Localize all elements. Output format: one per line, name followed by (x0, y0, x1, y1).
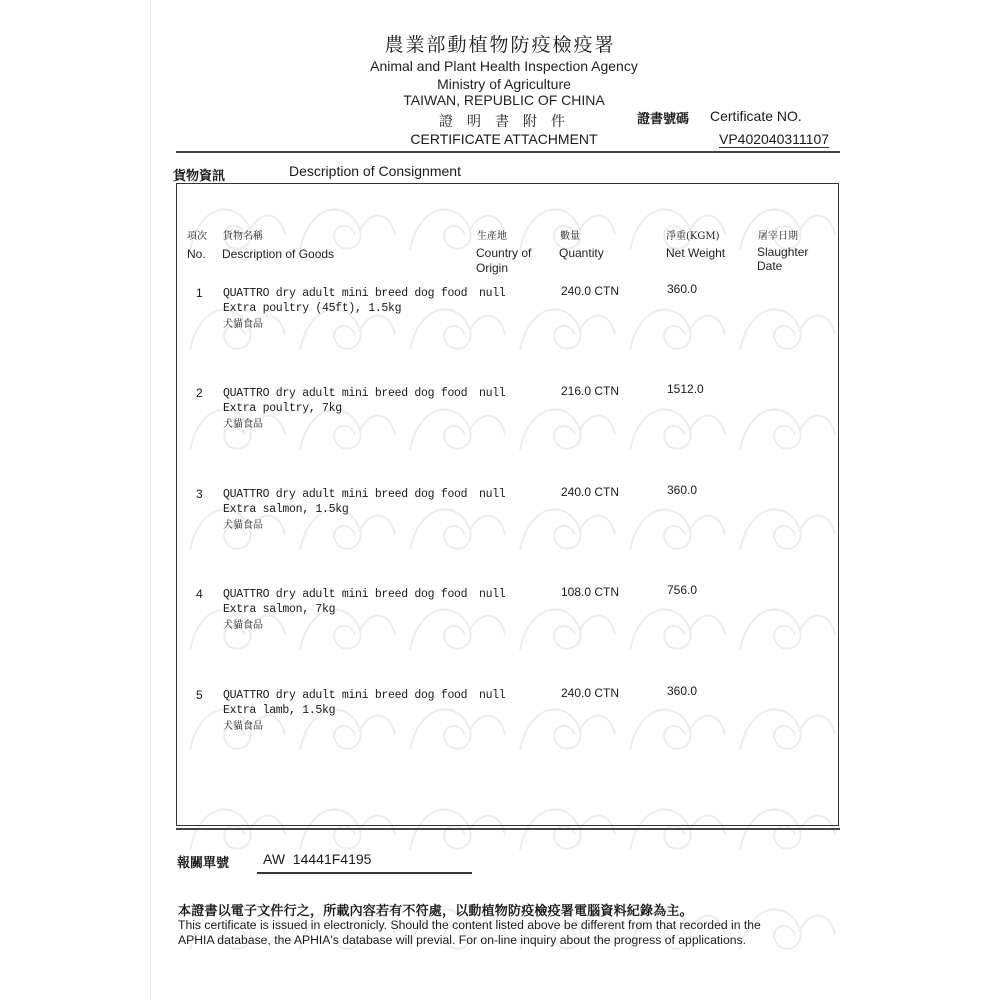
goods-variant: Extra poultry, 7kg (223, 402, 342, 415)
row-no: 1 (196, 286, 203, 300)
goods-category: 犬貓食品 (223, 419, 263, 430)
attachment-title-en: CERTIFICATE ATTACHMENT (410, 131, 598, 147)
table-row (177, 485, 837, 545)
quantity: 216.0 CTN (561, 384, 620, 398)
quantity: 240.0 CTN (561, 686, 620, 700)
notice-en-line-2: APHIA database, the APHIA's database will previal. For on-line inquiry about the progress of applications. (178, 933, 747, 947)
declaration-label-zh: 報關單號 (177, 856, 230, 871)
net-weight: 360.0 (667, 483, 698, 497)
table-row (177, 686, 837, 746)
net-weight: 360.0 (667, 684, 698, 698)
col-description-en: Description of Goods (222, 247, 335, 261)
declaration-number: AW 14441F4195 (263, 851, 372, 867)
col-quantity-en: Quantity (559, 246, 604, 260)
goods-name: QUATTRO dry adult mini breed dog food (223, 287, 468, 300)
header-divider (176, 151, 840, 153)
col-net-weight-zh: 淨重(KGM) (666, 231, 720, 242)
ministry-name: Ministry of Agriculture (437, 76, 571, 92)
origin: null (479, 387, 506, 400)
net-weight: 756.0 (667, 583, 698, 597)
page-edge-line (150, 0, 151, 1000)
col-origin-en-2: Origin (476, 261, 509, 275)
row-no: 4 (196, 587, 203, 601)
quantity: 108.0 CTN (561, 585, 620, 599)
agency-name-en: Animal and Plant Health Inspection Agency (370, 58, 638, 74)
table-row (177, 284, 837, 344)
col-net-weight-en: Net Weight (666, 246, 726, 260)
quantity: 240.0 CTN (561, 284, 620, 298)
net-weight: 1512.0 (667, 382, 704, 396)
certificate-number: VP402040311107 (719, 131, 830, 147)
col-origin-zh: 生產地 (477, 231, 507, 242)
goods-variant: Extra salmon, 1.5kg (223, 503, 349, 516)
row-no: 3 (196, 487, 203, 501)
origin: null (479, 689, 506, 702)
consignment-title-en: Description of Consignment (289, 163, 461, 179)
col-no-en: No. (187, 247, 206, 261)
goods-category: 犬貓食品 (223, 721, 263, 732)
certificate-label-en: Certificate NO. (710, 108, 802, 124)
col-no-zh: 項次 (187, 231, 207, 242)
goods-variant: Extra salmon, 7kg (223, 603, 336, 616)
page-margin (0, 0, 150, 1000)
goods-variant: Extra lamb, 1.5kg (223, 704, 336, 717)
goods-name: QUATTRO dry adult mini breed dog food (223, 387, 468, 400)
consignment-table (176, 183, 839, 826)
goods-category: 犬貓食品 (223, 319, 263, 330)
col-origin-en-1: Country of (476, 246, 532, 260)
goods-category: 犬貓食品 (223, 520, 263, 531)
goods-name: QUATTRO dry adult mini breed dog food (223, 588, 468, 601)
col-quantity-zh: 數量 (560, 231, 580, 242)
declaration-underline (257, 872, 472, 874)
goods-variant: Extra poultry (45ft), 1.5kg (223, 302, 402, 315)
origin: null (479, 488, 506, 501)
certificate-label-zh: 證書號碼 (637, 112, 690, 127)
col-slaughter-en-1: Slaughter (757, 245, 809, 259)
consignment-title-zh: 貨物資訊 (173, 169, 226, 184)
notice-en-line-1: This certificate is issued in electronicly. Should the content listed above be different from that recorded in the (178, 918, 761, 932)
table-row (177, 585, 837, 645)
attachment-title-zh: 證明書附件 (439, 114, 579, 130)
col-slaughter-en-2: Date (757, 259, 783, 273)
col-description-zh: 貨物名稱 (223, 231, 263, 242)
table-row (177, 384, 837, 444)
net-weight: 360.0 (667, 282, 698, 296)
row-no: 5 (196, 688, 203, 702)
goods-category: 犬貓食品 (223, 620, 263, 631)
notice-zh: 本證書以電子文件行之，所載內容若有不符處，以動植物防疫檢疫署電腦資料紀錄為主。 (178, 904, 693, 919)
origin: null (479, 588, 506, 601)
origin: null (479, 287, 506, 300)
col-slaughter-zh: 屠宰日期 (758, 231, 798, 242)
agency-name-zh: 農業部動植物防疫檢疫署 (384, 34, 616, 56)
table-bottom-divider (176, 828, 840, 830)
quantity: 240.0 CTN (561, 485, 620, 499)
row-no: 2 (196, 386, 203, 400)
goods-name: QUATTRO dry adult mini breed dog food (223, 689, 468, 702)
country-name: TAIWAN, REPUBLIC OF CHINA (403, 92, 605, 108)
goods-name: QUATTRO dry adult mini breed dog food (223, 488, 468, 501)
